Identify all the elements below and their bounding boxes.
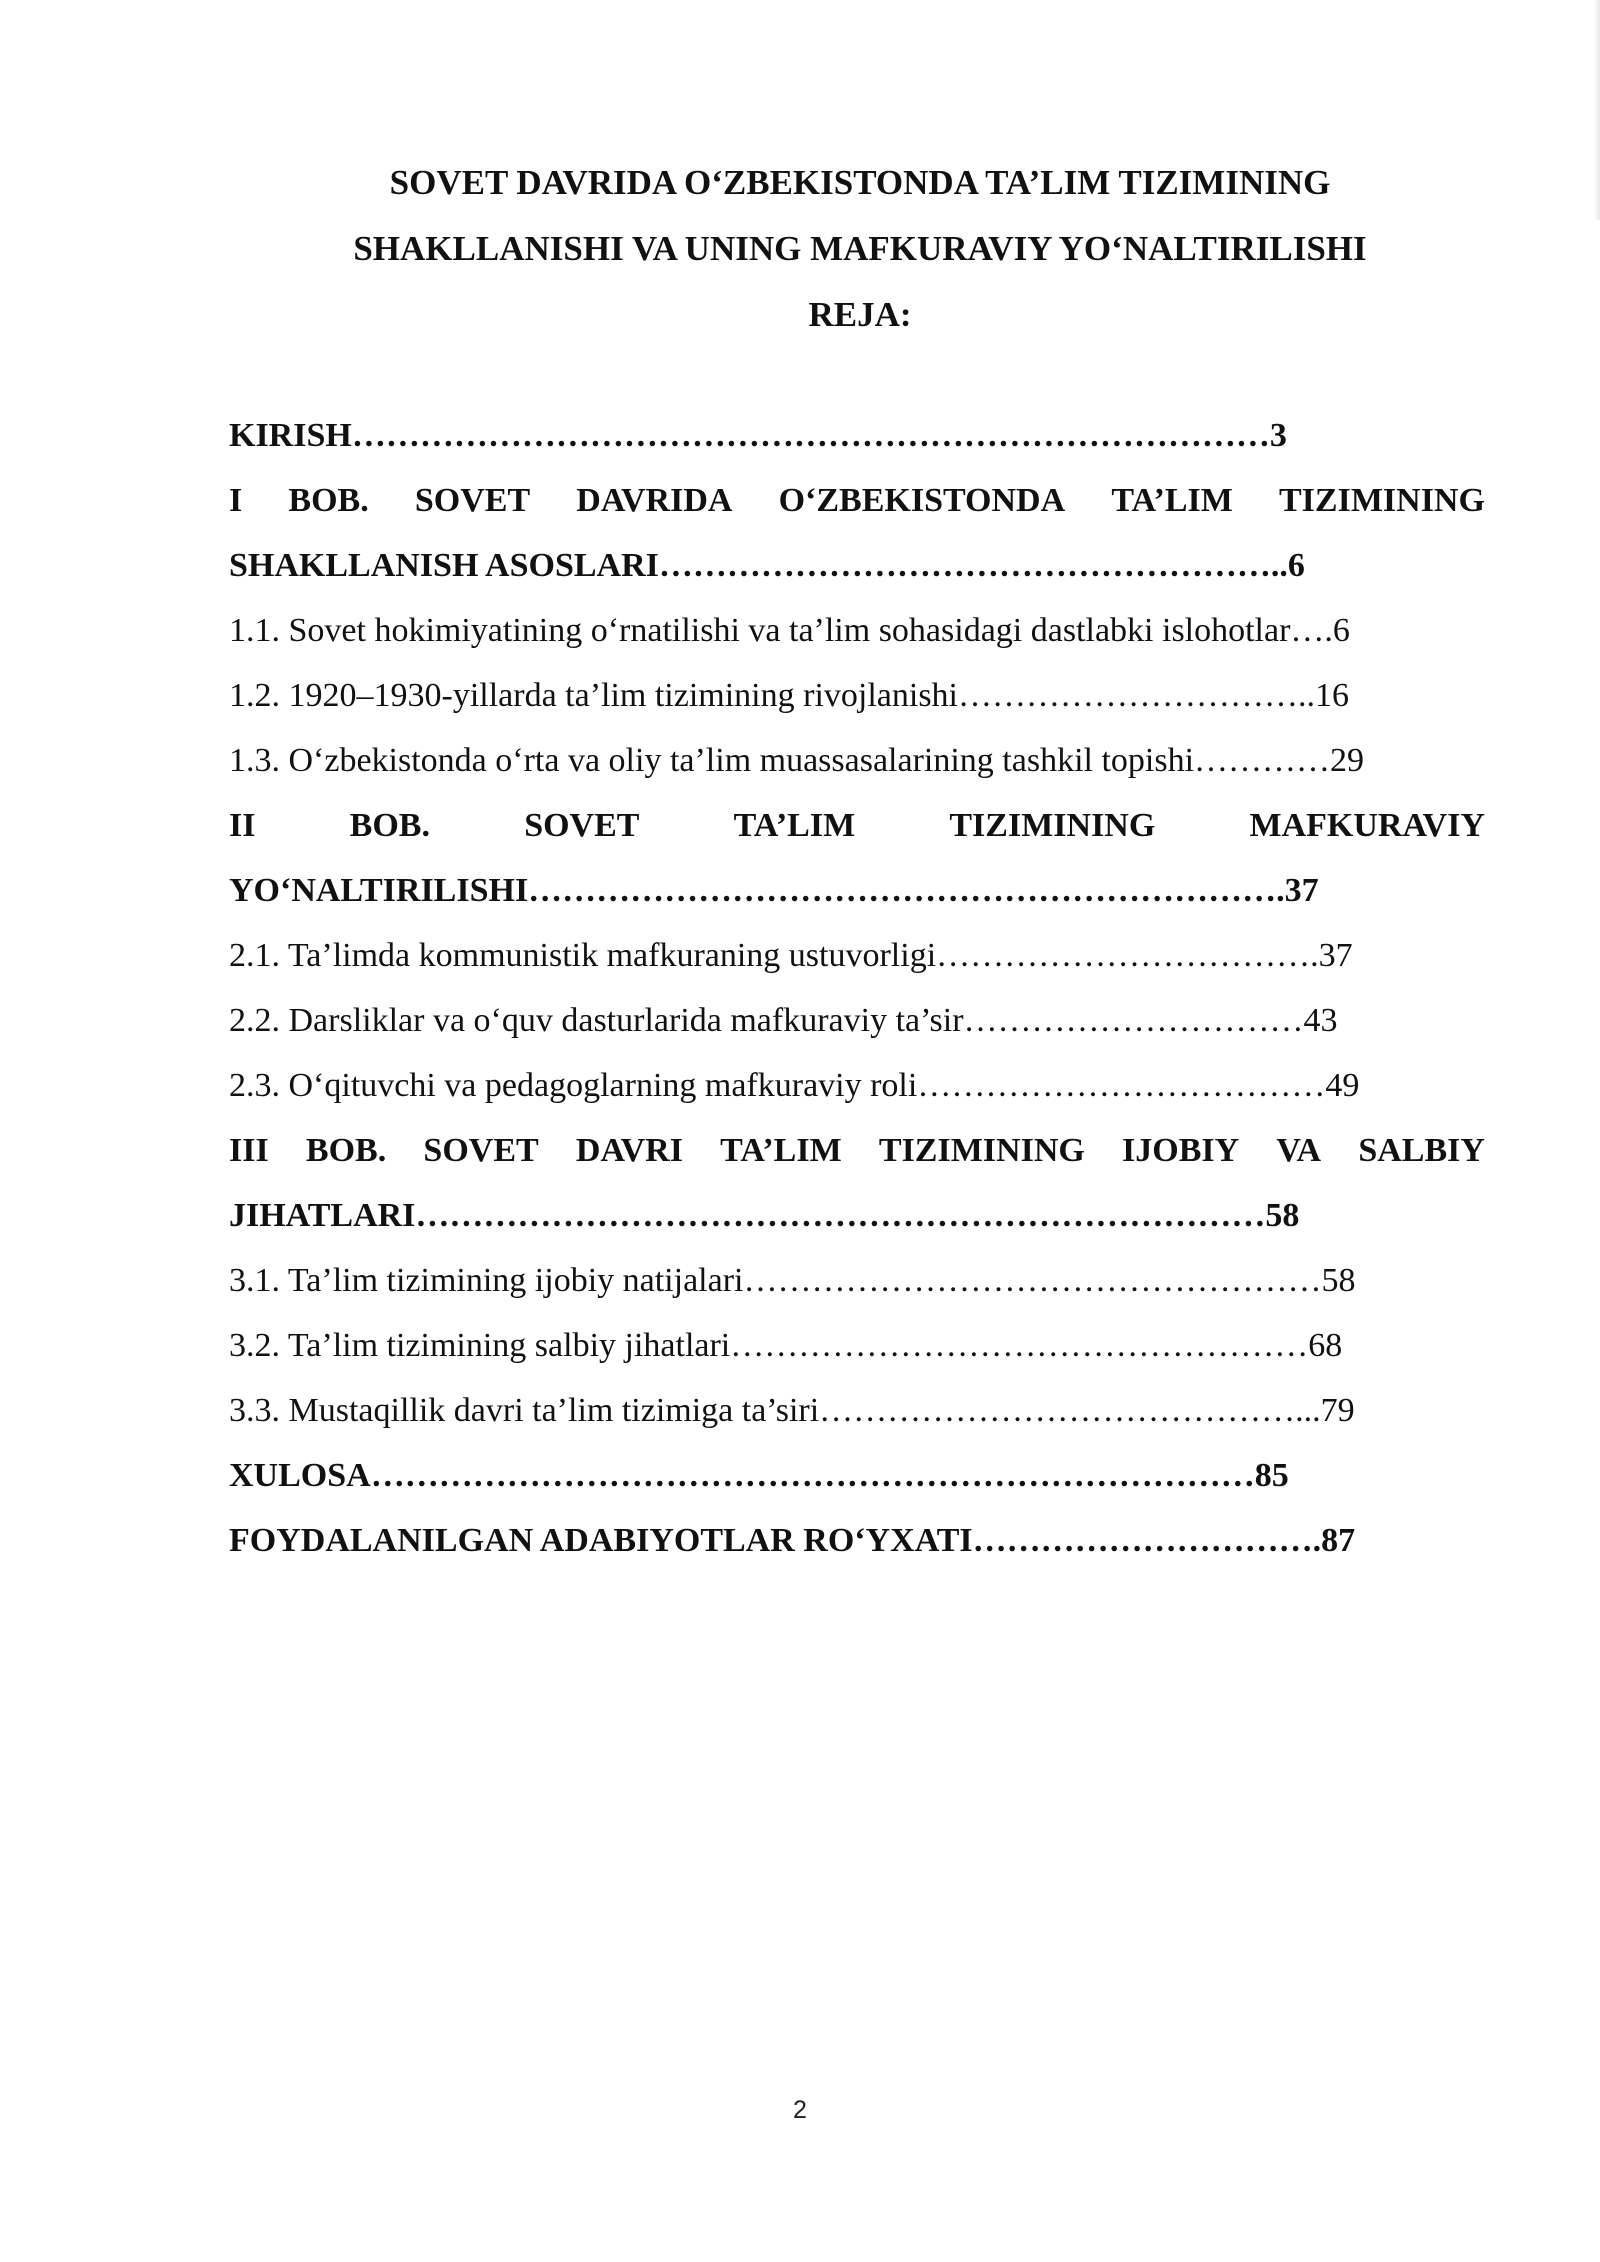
plan-heading: REJA: <box>808 295 912 334</box>
toc-word: MAFKURAVIY <box>1249 807 1485 844</box>
toc-word: VA <box>1276 1132 1322 1169</box>
toc-word: III <box>229 1132 269 1169</box>
toc-word: TIZIMINING <box>949 807 1156 844</box>
toc-entry-xulosa: XULOSA……………………………………………………………………85 <box>229 1457 1289 1494</box>
toc-section-3-2: 3.2. Ta’lim tizimining salbiy jihatlari……………………………………………68 <box>229 1327 1343 1364</box>
title-line-2: SHAKLLANISHI VA UNING MAFKURAVIY YO‘NALTIRILISHI <box>353 229 1367 268</box>
toc-word: DAVRIDA <box>576 482 733 519</box>
toc-word: BOB. <box>349 807 430 844</box>
toc-section-2-2: 2.2. Darsliklar va o‘quv dasturlarida mafkuraviy ta’sir…………………………43 <box>229 1002 1338 1039</box>
page-number: 2 <box>793 2096 807 2124</box>
title-line-1: SOVET DAVRIDA O‘ZBEKISTONDA TA’LIM TIZIMINING <box>389 163 1331 202</box>
toc-word: II <box>229 807 256 844</box>
toc-section-1-1: 1.1. Sovet hokimiyatining o‘rnatilishi va ta’lim sohasidagi dastlabki islohotlar….6 <box>229 612 1350 649</box>
toc-word: TA’LIM <box>720 1132 842 1169</box>
toc-word: BOB. <box>288 482 369 519</box>
toc-word: SOVET <box>414 482 531 519</box>
toc-chapter-3-line-2: JIHATLARI…………………………………………………………………58 <box>229 1197 1300 1234</box>
toc-chapter-1-line-2: SHAKLLANISH ASOSLARI………………………………………………..6 <box>229 547 1305 584</box>
table-of-contents <box>229 403 1485 1573</box>
toc-section-3-1: 3.1. Ta’lim tizimining ijobiy natijalari……………………………………………58 <box>229 1262 1356 1299</box>
toc-section-1-2: 1.2. 1920–1930-yillarda ta’lim tizimining rivojlanishi…………………………..16 <box>229 677 1350 714</box>
toc-chapter-2-line-2: YO‘NALTIRILISHI………………………………………………………….37 <box>229 872 1319 909</box>
toc-entry-adabiyotlar: FOYDALANILGAN ADABIYOTLAR RO‘YXATI………………………….87 <box>229 1522 1356 1559</box>
document-title <box>230 150 1490 348</box>
toc-word: BOB. <box>305 1132 387 1169</box>
toc-entry-kirish: KIRISH………………………………………………………………………3 <box>229 417 1287 454</box>
toc-word: IJOBIY <box>1122 1132 1240 1169</box>
toc-section-2-1: 2.1. Ta’limda kommunistik mafkuraning ustuvorligi…………………………….37 <box>229 937 1353 974</box>
toc-word: TIZIMINING <box>1279 482 1485 519</box>
toc-section-3-3: 3.3. Mustaqillik davri ta’lim tizimiga ta’siri……………………………………...79 <box>229 1392 1355 1429</box>
toc-word: SOVET <box>524 807 640 844</box>
toc-word: TA’LIM <box>1111 482 1233 519</box>
toc-chapter-3-line-1 <box>229 1118 1485 1183</box>
toc-chapter-1-line-1 <box>229 468 1485 533</box>
toc-word: SALBIY <box>1358 1132 1485 1169</box>
toc-word: SOVET <box>423 1132 539 1169</box>
toc-word: I <box>229 482 243 519</box>
toc-section-2-3: 2.3. O‘qituvchi va pedagoglarning mafkuraviy roli………………………………49 <box>229 1067 1360 1104</box>
toc-word: DAVRI <box>575 1132 683 1169</box>
toc-word: TA’LIM <box>733 807 856 844</box>
toc-section-1-3: 1.3. O‘zbekistonda o‘rta va oliy ta’lim muassasalarining tashkil topishi…………29 <box>229 742 1365 779</box>
toc-chapter-2-line-1 <box>229 793 1485 858</box>
toc-word: O‘ZBEKISTONDA <box>778 482 1066 519</box>
toc-word: TIZIMINING <box>878 1132 1085 1169</box>
